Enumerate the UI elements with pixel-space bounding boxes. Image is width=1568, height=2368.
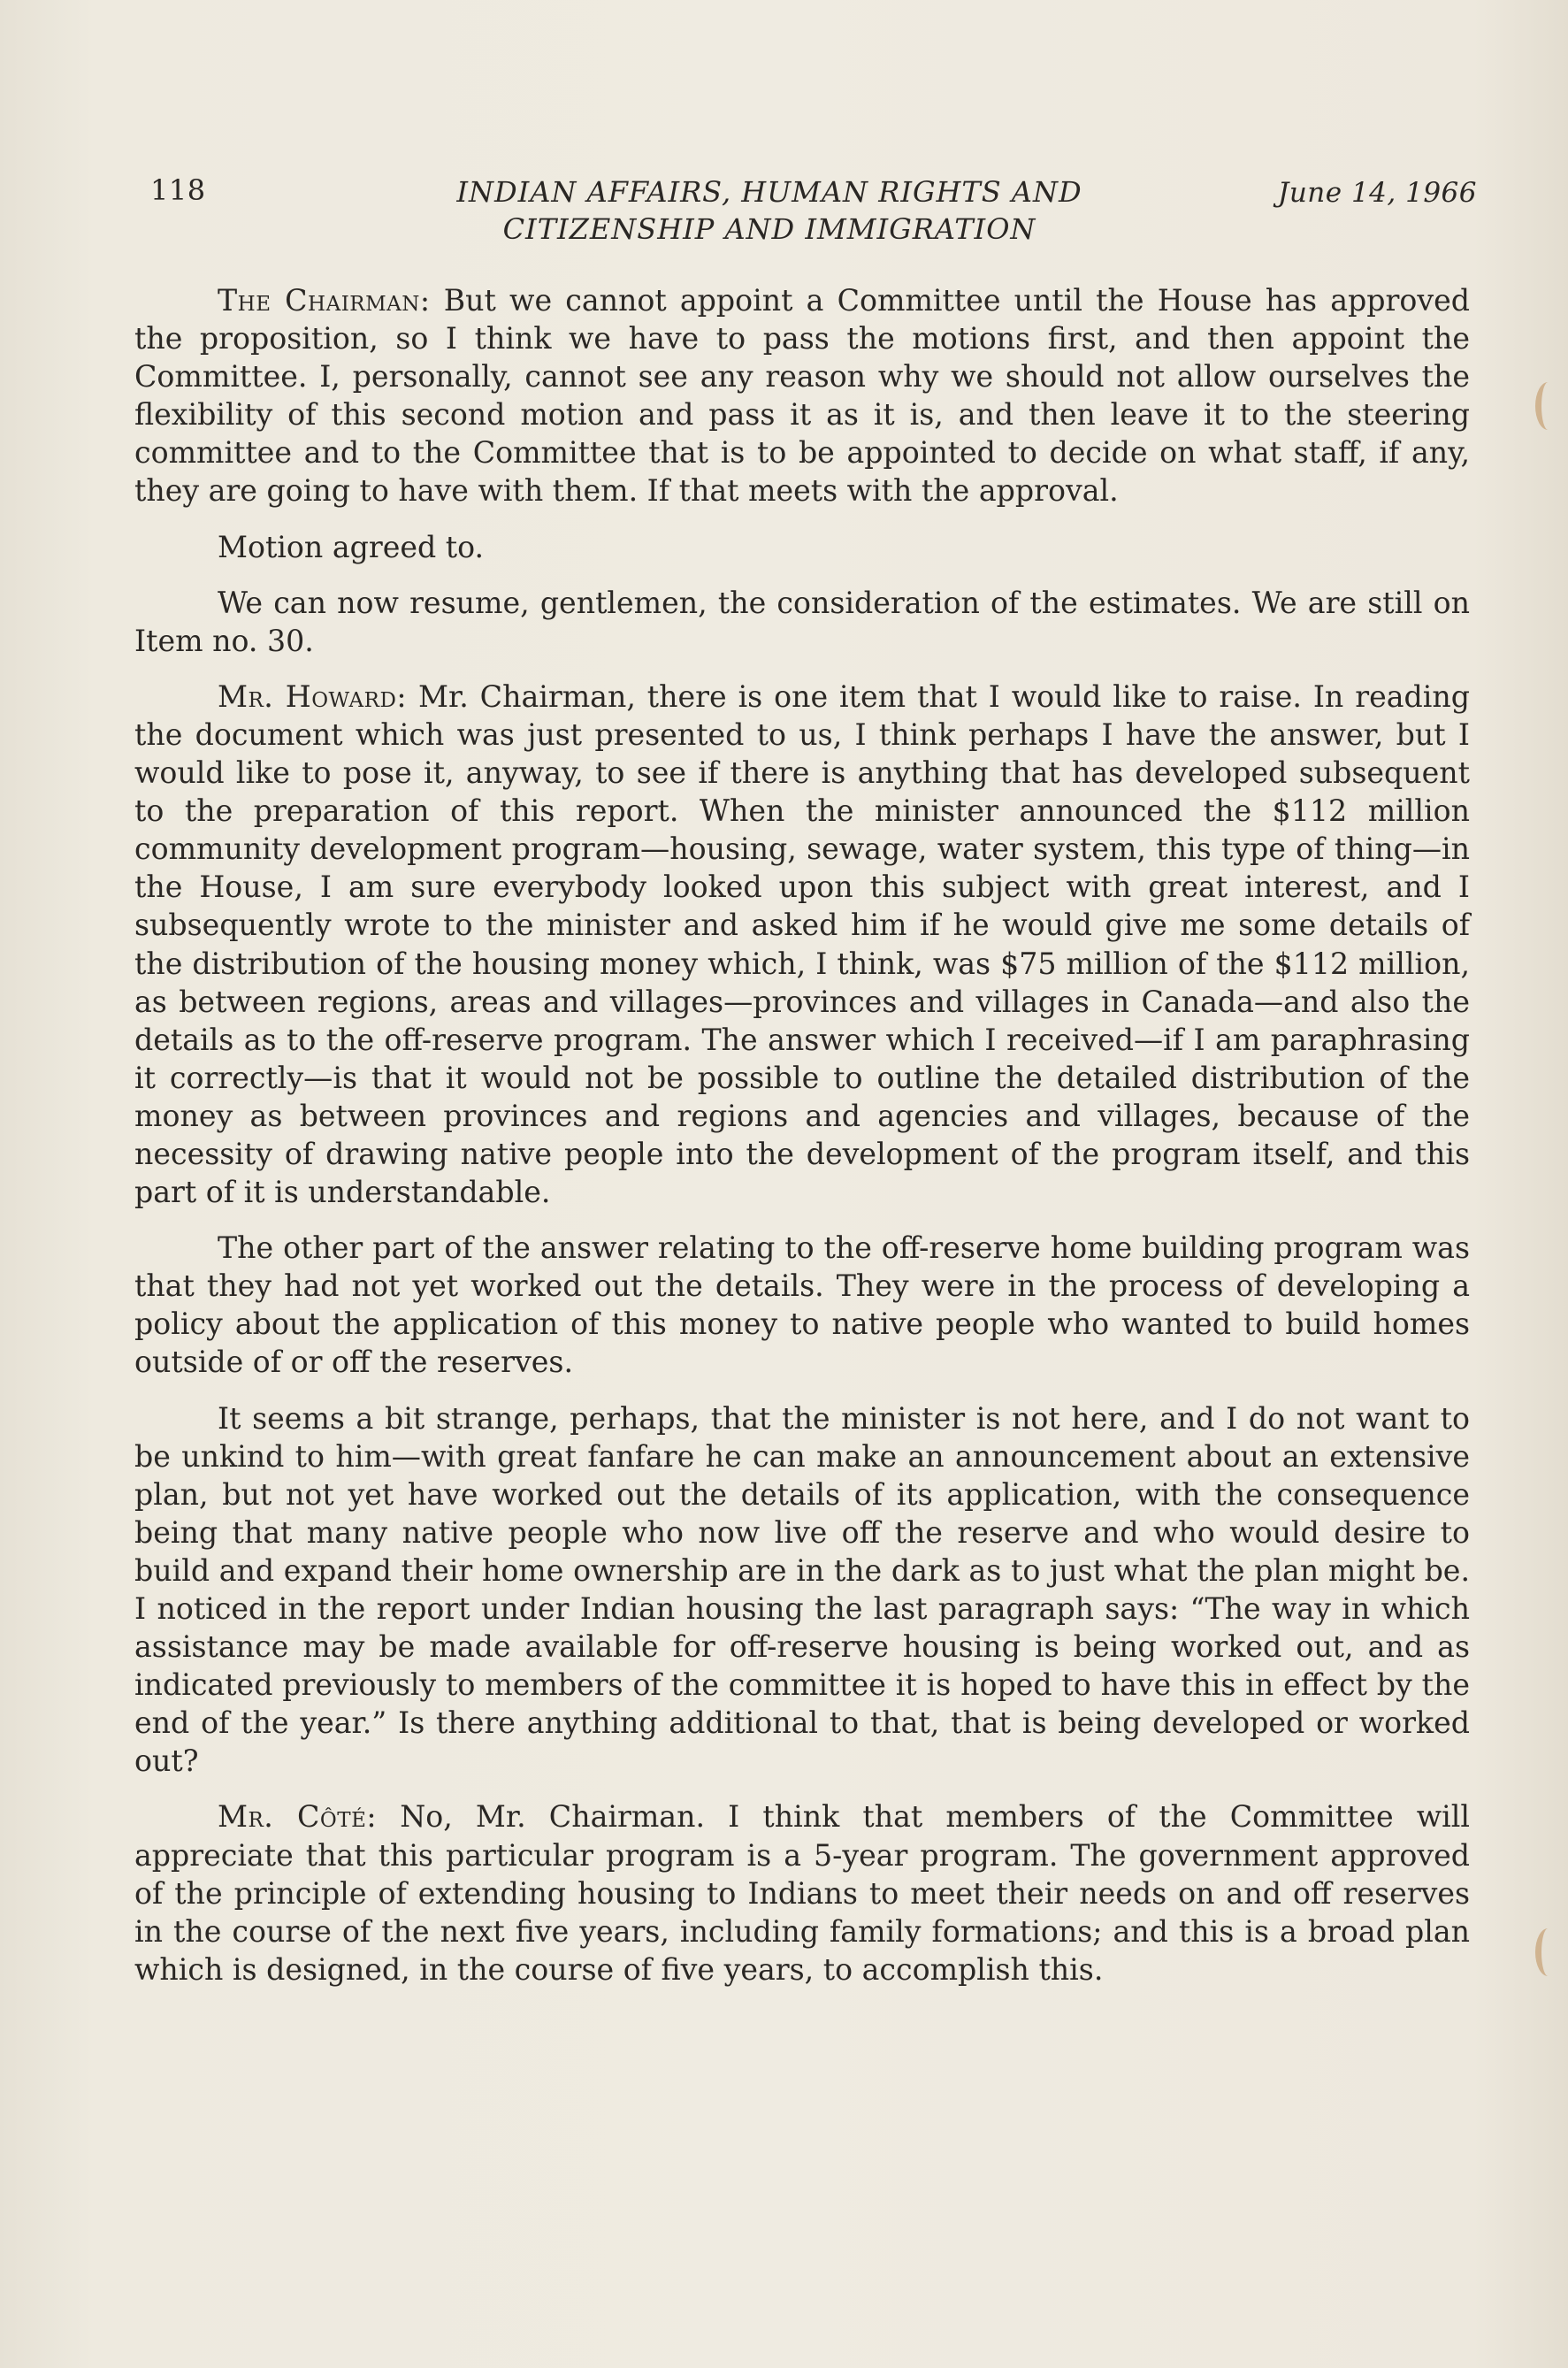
- paragraph-text: No, Mr. Chairman. I think that members of the Committee will appreciate that this particular program is a 5-year program. The government approved of the principle of extending housing to Indians to meet their needs on and off reserves in the course of the next five years, including family formations; and this is a broad plan which is designed, in the course of five years, to accomplish this.: [134, 1799, 1470, 1987]
- paragraph-minister-announcement: [134, 1399, 1470, 1781]
- paragraph-cote-answer: [134, 1797, 1470, 1988]
- paragraph-chairman-motion: [134, 281, 1470, 510]
- body-text: [134, 281, 1470, 2006]
- paragraph-off-reserve-answer: [134, 1229, 1470, 1381]
- paragraph-resume-estimates: [134, 584, 1470, 660]
- paragraph-motion-agreed: [134, 528, 1470, 566]
- speaker-name: The Chairman:: [218, 283, 431, 318]
- running-title-line-1: INDIAN AFFAIRS, HUMAN RIGHTS AND: [456, 175, 1082, 209]
- binding-hole-mark-top: [1535, 382, 1561, 430]
- paragraph-text: We can now resume, gentlemen, the consideration of the estimates. We are still on Item no. 30.: [134, 585, 1470, 658]
- binding-hole-mark-bottom: [1535, 1928, 1561, 1976]
- speaker-name: Mr. Côté:: [218, 1799, 378, 1835]
- running-title: [451, 173, 1088, 248]
- speaker-name: Mr. Howard:: [218, 678, 408, 714]
- paragraph-text: Motion agreed to.: [218, 529, 485, 564]
- running-title-line-2: CITIZENSHIP AND IMMIGRATION: [502, 212, 1036, 246]
- paragraph-text: But we cannot appoint a Committee until the House has approved the proposition, so I think we have to pass the motions first, and then appoint the Committee. I, personally, cannot see any reason why we should not allow ourselves the flexibility of this second motion and pass it as it is, and then leave it to the steering committee and to the Committee that is to be appointed to decide on what staff, if any, they are going to have with them. If that meets with the approval.: [134, 283, 1470, 509]
- paragraph-text: The other part of the answer relating to the off-reserve home building program was that they had not yet worked out the details. They were in the process of developing a policy about the application of this money to native people who wanted to build homes outside of or off the reserves.: [134, 1230, 1470, 1380]
- paragraph-text: It seems a bit strange, perhaps, that the minister is not here, and I do not want to be unkind to him—with great fanfare he can make an announcement about an extensive plan, but not yet have worked out the details of its application, with the consequence being that many native people who now live off the reserve and who would desire to build and expand their home ownership are in the dark as to just what the plan might be. I noticed in the report under Indian housing the last paragraph says: “The way in which assistance may be made available for off-reserve housing is being worked out, and as indicated previously to members of the committee it is hoped to have this in effect by the end of the year.” Is there anything additional to that, that is being developed or worked out?: [134, 1400, 1470, 1779]
- header-date: June 14, 1966: [1277, 177, 1477, 209]
- page-header: [150, 173, 1477, 253]
- paragraph-text: Mr. Chairman, there is one item that I would like to raise. In reading the document which was just presented to us, I think perhaps I have the answer, but I would like to pose it, anyway, to see if there is anything that has developed subsequent to the preparation of this report. When the minister announced the $112 million community development program—housing, sewage, water system, this type of thing—in the House, I am sure everybody looked upon this subject with great interest, and I subsequently wrote to the minister and asked him if he would give me some details of the distribution of the housing money which, I think, was $75 million of the $112 million, as between regions, areas and villages—provinces and villages in Canada—and also the details as to the off-reserve program. The answer which I received—if I am paraphrasing it correctly—is that it would not be possible to outline the detailed distribution of the money as between provinces and regions and agencies and villages, because of the necessity of drawing native people into the development of the program itself, and this part of it is understandable.: [134, 678, 1470, 1210]
- paragraph-howard-question: [134, 678, 1470, 1211]
- page-number: 118: [150, 173, 206, 207]
